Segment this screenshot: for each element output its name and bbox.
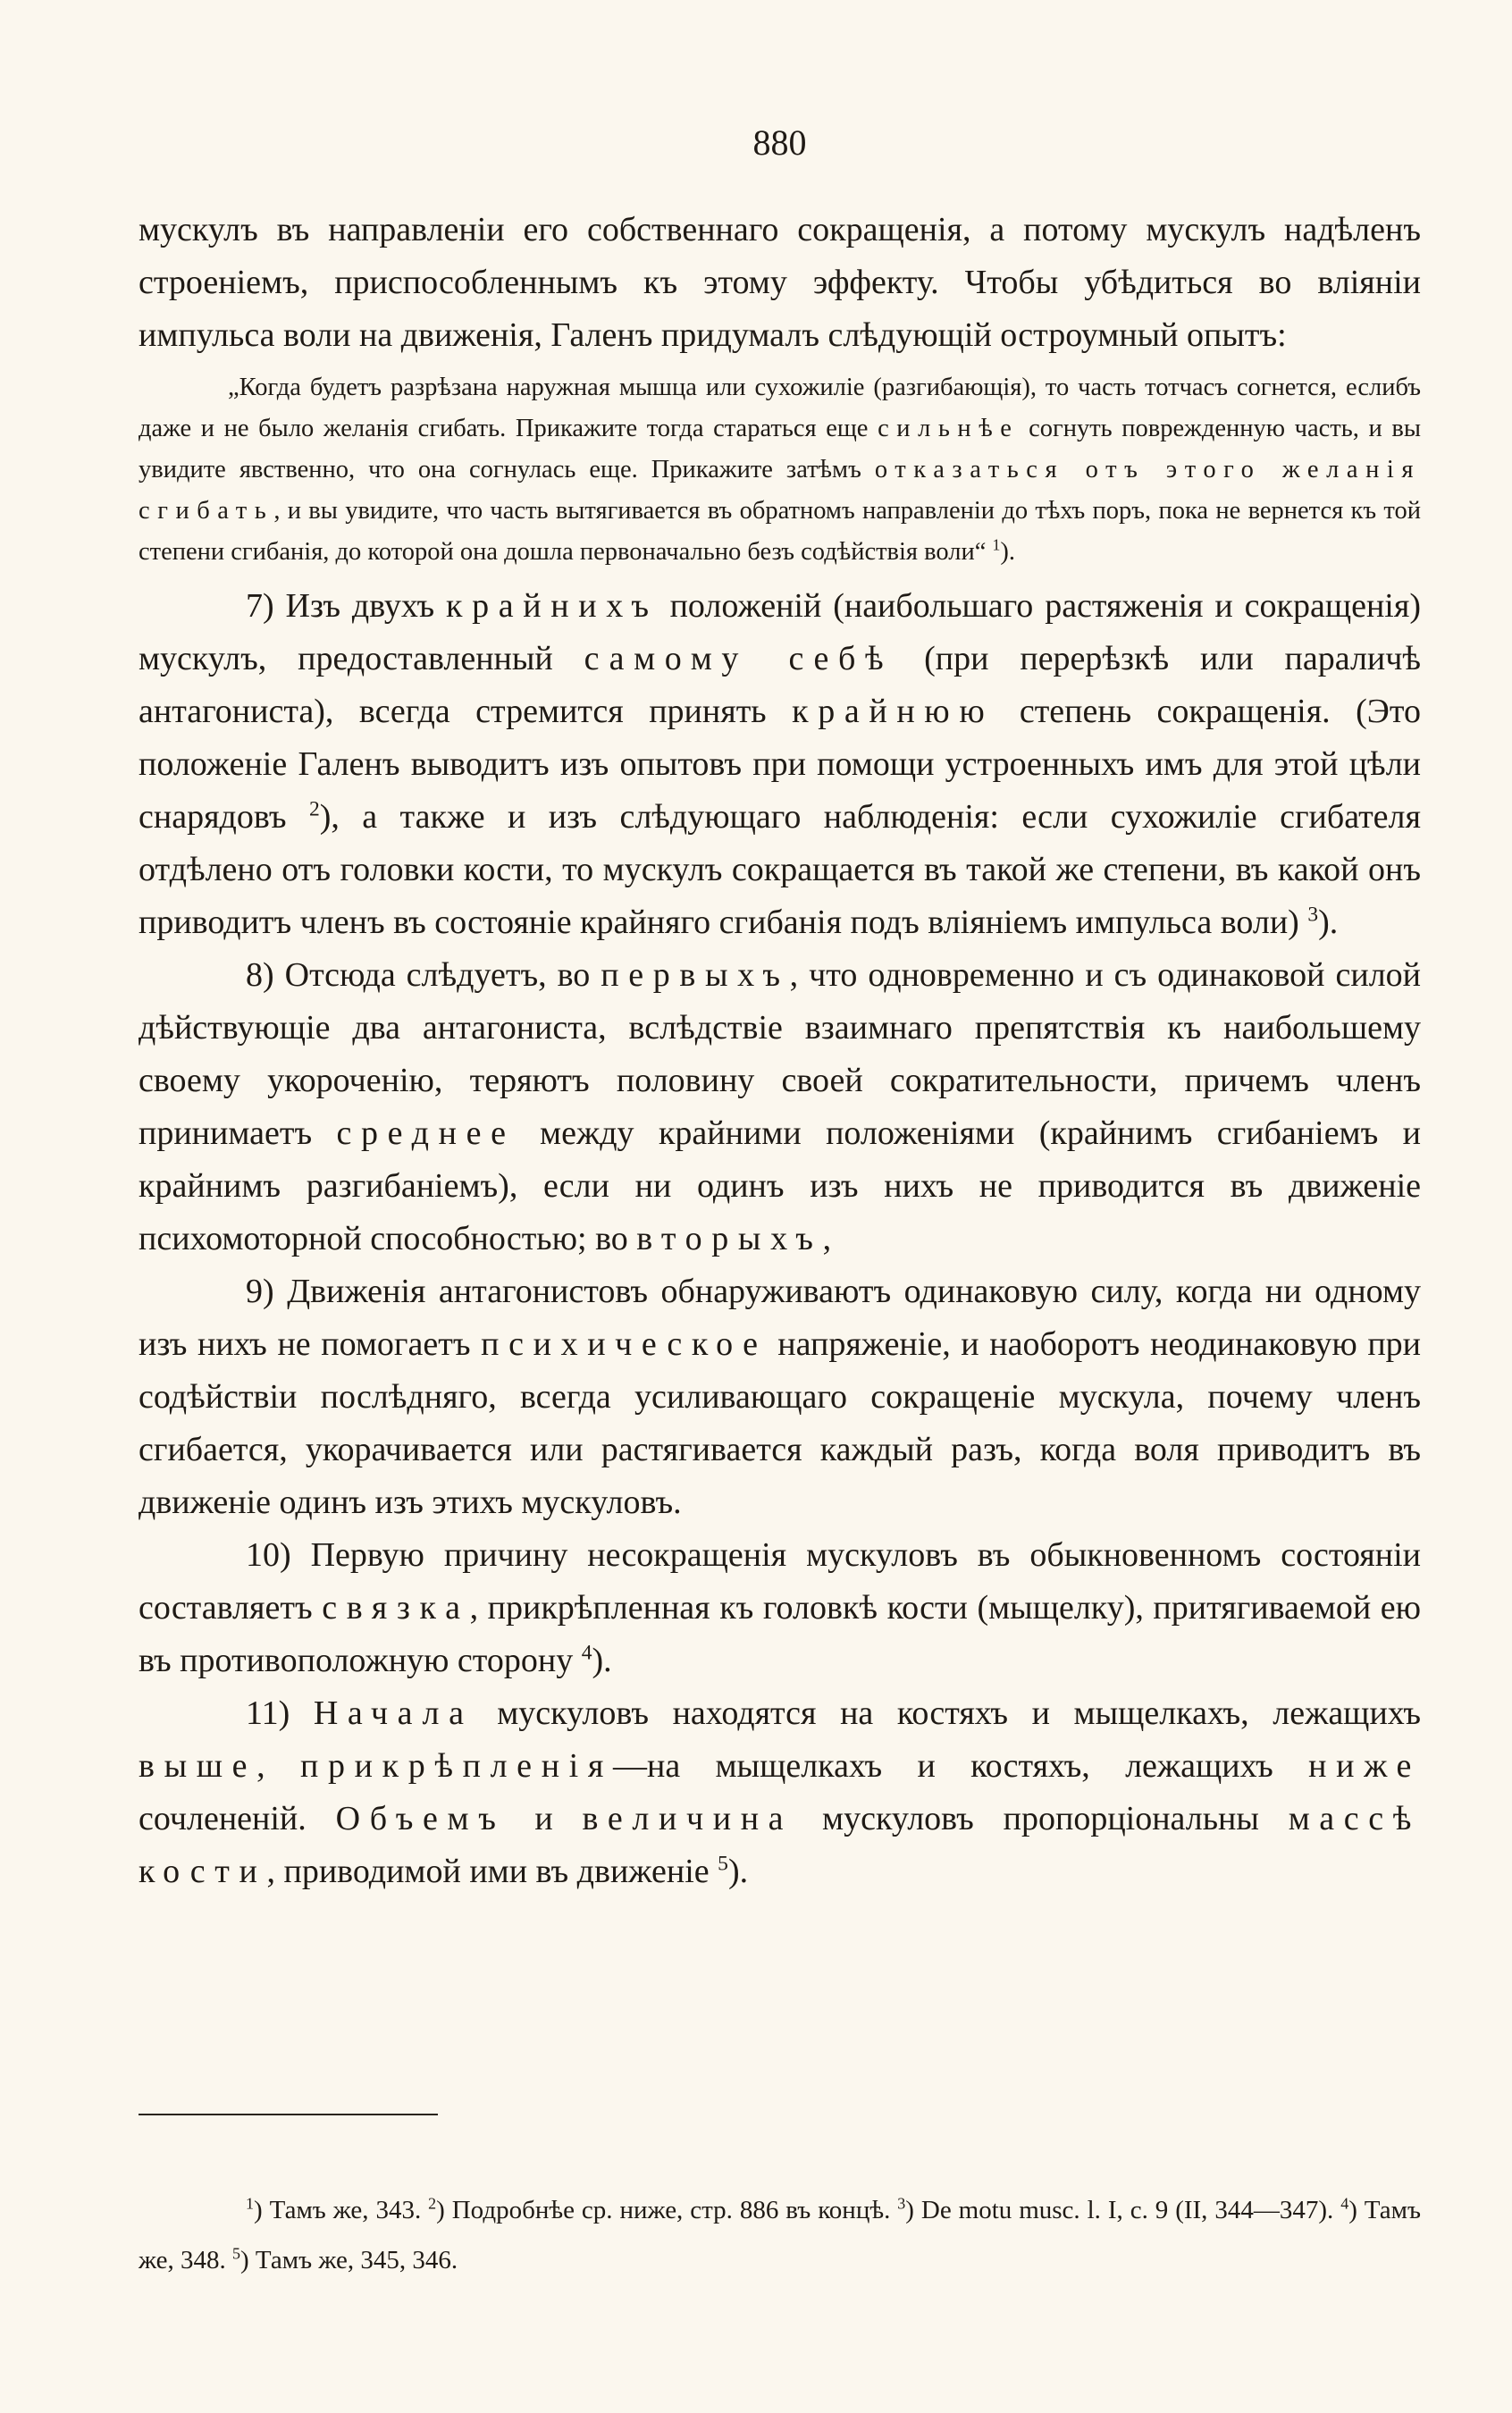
footnote-number: 4 bbox=[1340, 2194, 1349, 2213]
quote-spaced-text: сильнѣе bbox=[878, 415, 1020, 442]
text-run: ). bbox=[1318, 904, 1339, 941]
footnote-number: 3 bbox=[897, 2194, 906, 2213]
text-run: между крайними положеніями (крайнимъ сгибаніемъ и крайнимъ разгибаніемъ), если ни одинъ изъ нихъ не приводится въ движеніе психомоторной способностью; во bbox=[139, 1114, 1421, 1257]
text-run: мускуловъ находятся на костяхъ и мыщелкахъ, лежащихъ bbox=[473, 1694, 1421, 1732]
spaced-text: вторыхъ bbox=[636, 1220, 823, 1257]
text-run: 11) bbox=[246, 1694, 314, 1732]
footnote-text: ) Тамъ же, 343. bbox=[253, 2196, 429, 2224]
paragraph-11 bbox=[139, 1687, 1421, 1898]
footnote-number: 5 bbox=[232, 2244, 241, 2263]
footnote-number: 2 bbox=[428, 2194, 437, 2213]
text-run: сочлененій. bbox=[139, 1800, 336, 1837]
text-run: степень сокращенія. (Это положеніе Галенъ выводитъ изъ опытовъ при помощи устроенныхъ имъ для этой цѣли снарядовъ bbox=[139, 693, 1421, 836]
footnote-ref: 5 bbox=[718, 1852, 728, 1876]
paragraph-intro: мускулъ въ направленіи его собственнаго сокращенія, а потому мускулъ надѣленъ строеніемъ, приспособленнымъ къ этому эффекту. Чтобы убѣдиться во вліяніи импульса воли на движенія, Галенъ придумалъ слѣдующій остроумный опытъ: bbox=[139, 211, 1421, 354]
text-run: ). bbox=[592, 1642, 612, 1679]
footnote-text: ) Тамъ же, 348. bbox=[139, 2196, 1422, 2274]
spaced-text: Объемъ bbox=[335, 1800, 506, 1837]
text-run: ). bbox=[727, 1853, 749, 1890]
spaced-text: ниже bbox=[1308, 1747, 1421, 1785]
galen-quote bbox=[139, 367, 1421, 573]
spaced-text: крайнихъ bbox=[446, 587, 659, 625]
text-run: мускуловъ пропорціональны bbox=[793, 1800, 1289, 1837]
spaced-text: выше bbox=[139, 1747, 257, 1785]
spaced-text: массѣ кости bbox=[139, 1800, 1421, 1890]
footnotes bbox=[139, 2185, 1421, 2285]
spaced-text: связка bbox=[322, 1589, 470, 1627]
text-run: , прикрѣпленная къ головкѣ кости (мыщелку), притягиваемой ею въ противоположную сторону bbox=[139, 1589, 1422, 1679]
text-run: ), а также и изъ слѣдующаго наблюденія: если сухожиліе сгибателя отдѣлено отъ головки кости, то мускулъ сокращается въ такой же степени, въ какой онъ приводитъ членъ въ состояніе крайняго сгибанія подъ вліяніемъ импульса воли) bbox=[139, 798, 1421, 941]
page bbox=[139, 122, 1422, 2274]
quote-text: ). bbox=[1000, 538, 1015, 566]
spaced-text: самому себѣ bbox=[584, 640, 894, 677]
text-run: , что одновременно и съ одинаковой силой дѣйствующіе два антагониста, вслѣдствіе взаимнаго препятствія къ наибольшему своему укороченію, теряютъ половину своей сократительности, причемъ членъ принимаетъ bbox=[139, 956, 1421, 1152]
text-run: , bbox=[256, 1747, 300, 1785]
spaced-text: крайнюю bbox=[792, 693, 995, 730]
text-run: и bbox=[505, 1800, 583, 1837]
footnote-ref: 4 bbox=[581, 1641, 592, 1665]
paragraph-8 bbox=[139, 949, 1421, 1265]
spaced-text: психическое bbox=[481, 1325, 768, 1363]
paragraph-10 bbox=[139, 1529, 1421, 1687]
footnote-text: ) Подробнѣе ср. ниже, стр. 886 въ концѣ. bbox=[436, 2196, 898, 2224]
text-run: , bbox=[822, 1220, 832, 1257]
text-run: 9) Движенія антагонистовъ обнаруживаютъ одинаковую силу, когда ни одному изъ нихъ не помогаетъ bbox=[139, 1273, 1421, 1363]
quote-text: согнуть поврежденную часть, и вы увидите явственно, что она согнулась еще. Прикажите затѣмъ bbox=[139, 415, 1421, 483]
text-run: 7) Изъ двухъ bbox=[246, 587, 447, 625]
page-number: 880 bbox=[752, 122, 807, 163]
text-run: 8) Отсюда слѣдуетъ, во bbox=[246, 956, 601, 994]
footnote-text: ) De motu musc. l. I, c. 9 (II, 344—347). bbox=[905, 2196, 1341, 2224]
spaced-text: среднее bbox=[336, 1114, 516, 1152]
spaced-text: первыхъ bbox=[601, 956, 790, 994]
quote-text: „Когда будетъ разрѣзана наружная мышца или сухожиліе (разгибающія), то часть тотчасъ согнется, еслибъ даже и не было желанія сгибать. Прикажите тогда стараться еще bbox=[139, 374, 1421, 442]
text-run: , приводимой ими въ движеніе bbox=[266, 1853, 718, 1890]
text-run: 10) Первую причину несокращенія мускуловъ въ обыкновенномъ состояніи составляетъ bbox=[139, 1536, 1421, 1627]
paragraph-9 bbox=[139, 1265, 1421, 1529]
text-run: положеній (наибольшаго растяженія и сокращенія) мускулъ, предоставленный bbox=[139, 587, 1421, 677]
footnote-ref: 1 bbox=[992, 535, 1001, 554]
spaced-text: Начала bbox=[313, 1694, 474, 1732]
footnote-text: ) Тамъ же, 345, 346. bbox=[240, 2246, 458, 2274]
footnote-divider bbox=[139, 2114, 438, 2115]
text-run: (при перерѣзкѣ или параличѣ антагониста), всегда стремится принять bbox=[139, 640, 1421, 730]
paragraph-7 bbox=[139, 580, 1421, 949]
footnote-ref: 3 bbox=[1307, 903, 1319, 927]
footnote-ref: 2 bbox=[308, 797, 320, 821]
quote-text: , и вы увидите, что часть вытягивается въ обратномъ направленіи до тѣхъ поръ, пока не вернется къ той степени сгибанія, до которой она дошла первоначально безъ содѣйствія воли“ bbox=[139, 497, 1421, 566]
spaced-text: величина bbox=[582, 1800, 794, 1837]
footnote-number: 1 bbox=[246, 2194, 254, 2213]
text-run: напряженіе, и наоборотъ неодинаковую при содѣйствіи послѣдняго, всегда усиливающаго сокращеніе мускула, почему членъ сгибается, укорачивается или растягивается каждый разъ, когда воля приводитъ въ движеніе одинъ изъ этихъ мускуловъ. bbox=[139, 1325, 1421, 1521]
quote-spaced-text: отказаться отъ этого желанія сгибать bbox=[139, 456, 1422, 525]
text-run: —на мыщелкахъ и костяхъ, лежащихъ bbox=[612, 1747, 1309, 1785]
spaced-text: прикрѣпленія bbox=[300, 1747, 613, 1785]
